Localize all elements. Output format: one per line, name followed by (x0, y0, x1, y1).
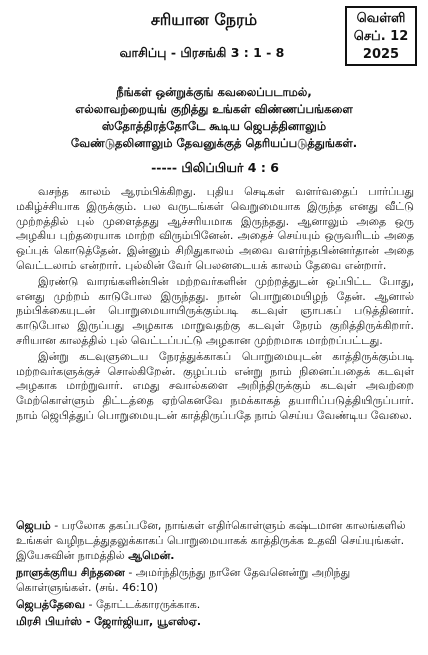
date-year: 2025 (362, 47, 400, 62)
verse-line: எல்லாவற்றையுங் குறித்து உங்கள் விண்ணப்பங்களை (75, 102, 353, 116)
body-paragraph: வசந்த காலம் ஆரம்பிக்கிறது. புதிய செடிகள் வளர்வதைப் பார்ப்பது மகிழ்ச்சியாக இருக்கும். பல வருடங்கள் வெறுமையாக இருந்த எனது வீட்டு முற்றத்தில் புல் முளைத்தது ஆச்சரியமாக இருந்தது. ஆனாலும் அதை ஒரு அழகிய புற்தரையாக மாற்ற விரும்பினேன். அதைச் செய்யும் ஒருவரிடம் அதை ஒப்புக் கொடுத்தேன். இன்னும் சிறிதுகாலம் அவை வளர்ந்தபின்னர்தான் அதை வெட்டலாம் என்றார். புல்லின் வேர் பெலனடையக் காலம் தேவை என்றார். (16, 185, 414, 272)
prayer-amen: ஆமென். (128, 549, 175, 562)
verse-line: வேண்டுதலினாலும் தேவனுக்குத் தெரியப்படுத்துங்கள். (70, 136, 358, 150)
body-paragraph: இன்று கடவுளுடைய நேரத்துக்காகப் பொறுமையுடன் காத்திருக்கும்படி மற்றவர்களுக்குச் சொல்கிறேன். குழப்பம் என்று நாம் நினைப்பதைக் கடவுள் அழகாக மாற்றுவார். எமது சவால்களை அறிந்திருக்கும் கடவுள் அவற்றை மேற்கொள்ளும் திட்டத்தை ஏற்கெனவே நமக்காகத் தயாரிப்படுத்தியிருப்பார். நாம் ஜெபித்துப் பொறுமையுடன் காத்திருப்பதே நாம் செய்ய வேண்டிய வேலை. (16, 349, 414, 422)
need-label: ஜெபத்தேவை (16, 598, 85, 611)
author-line: மிரசி பியர்ஸ் - ஜோர்ஜியா, யூஎஸ்ஏ. (16, 615, 202, 628)
prayer (16, 518, 414, 563)
body-paragraph: இரண்டு வாரங்களின்பின் மற்றவர்களின் முற்றத்துடன் ஒப்பிட்ட போது, எனது முற்றம் காடுபோல இருந்தது. நான் பொறுமையிழந் தேன். ஆனால் நம்பிக்கையுடன் பொறுமையாயிருக்கும்படி கடவுள் ஞாபகப் படுத்தினார். காடுபோல இருப்பது அழகாக மாறுவதற்கு கடவுள் நேரம் குறித்திருக்கிறார். சரியான காலத்தில் புல் வெட்டப்பட்டு அழகான முற்றமாக மாற்றப்பட்டது. (16, 274, 414, 347)
date-box (345, 6, 417, 66)
verse-reference: ----- பிலிப்பியர் 4 : 6 (151, 160, 279, 175)
page-title: சரியான நேரம் (150, 10, 258, 29)
verse-line: நீங்கள் ஒன்றுக்குங் கவலைப்படாமல், (116, 85, 312, 99)
devotional-body (16, 185, 414, 425)
date-month-day: செப். 12 (353, 29, 409, 44)
verse-line: ஸ்தோத்திரத்தோடே கூடிய ஜெபத்தினாலும் (101, 119, 327, 133)
key-verse (30, 84, 398, 152)
daily-thought (16, 565, 414, 595)
thought-label: நாளுக்குரிய சிந்தனை (16, 566, 125, 579)
prayer-need (16, 597, 414, 612)
prayer-text: - பரலோக தகப்பனே, நாங்கள் எதிர்கொள்ளும் கஷ்டமான காலங்களில் உங்கள் வழிநடத்துதலுக்காகப் பொறுமையாகக் காத்திருக்க உதவி செய்யுங்கள். இயேசுவின் நாமத்தில் (16, 519, 406, 562)
need-text: - தோட்டக்காரருக்காக. (85, 598, 201, 611)
date-day: வெள்ளி (356, 11, 406, 26)
scripture-reading: வாசிப்பு - பிரசங்கி 3 : 1 - 8 (119, 45, 285, 60)
devotional-footer (16, 518, 414, 631)
prayer-label: ஜெபம் (16, 519, 51, 532)
thought-text: - அமர்ந்திருந்து நானே தேவனென்று அறிந்து கொள்ளுங்கள். (சங். 46:10) (16, 566, 351, 594)
